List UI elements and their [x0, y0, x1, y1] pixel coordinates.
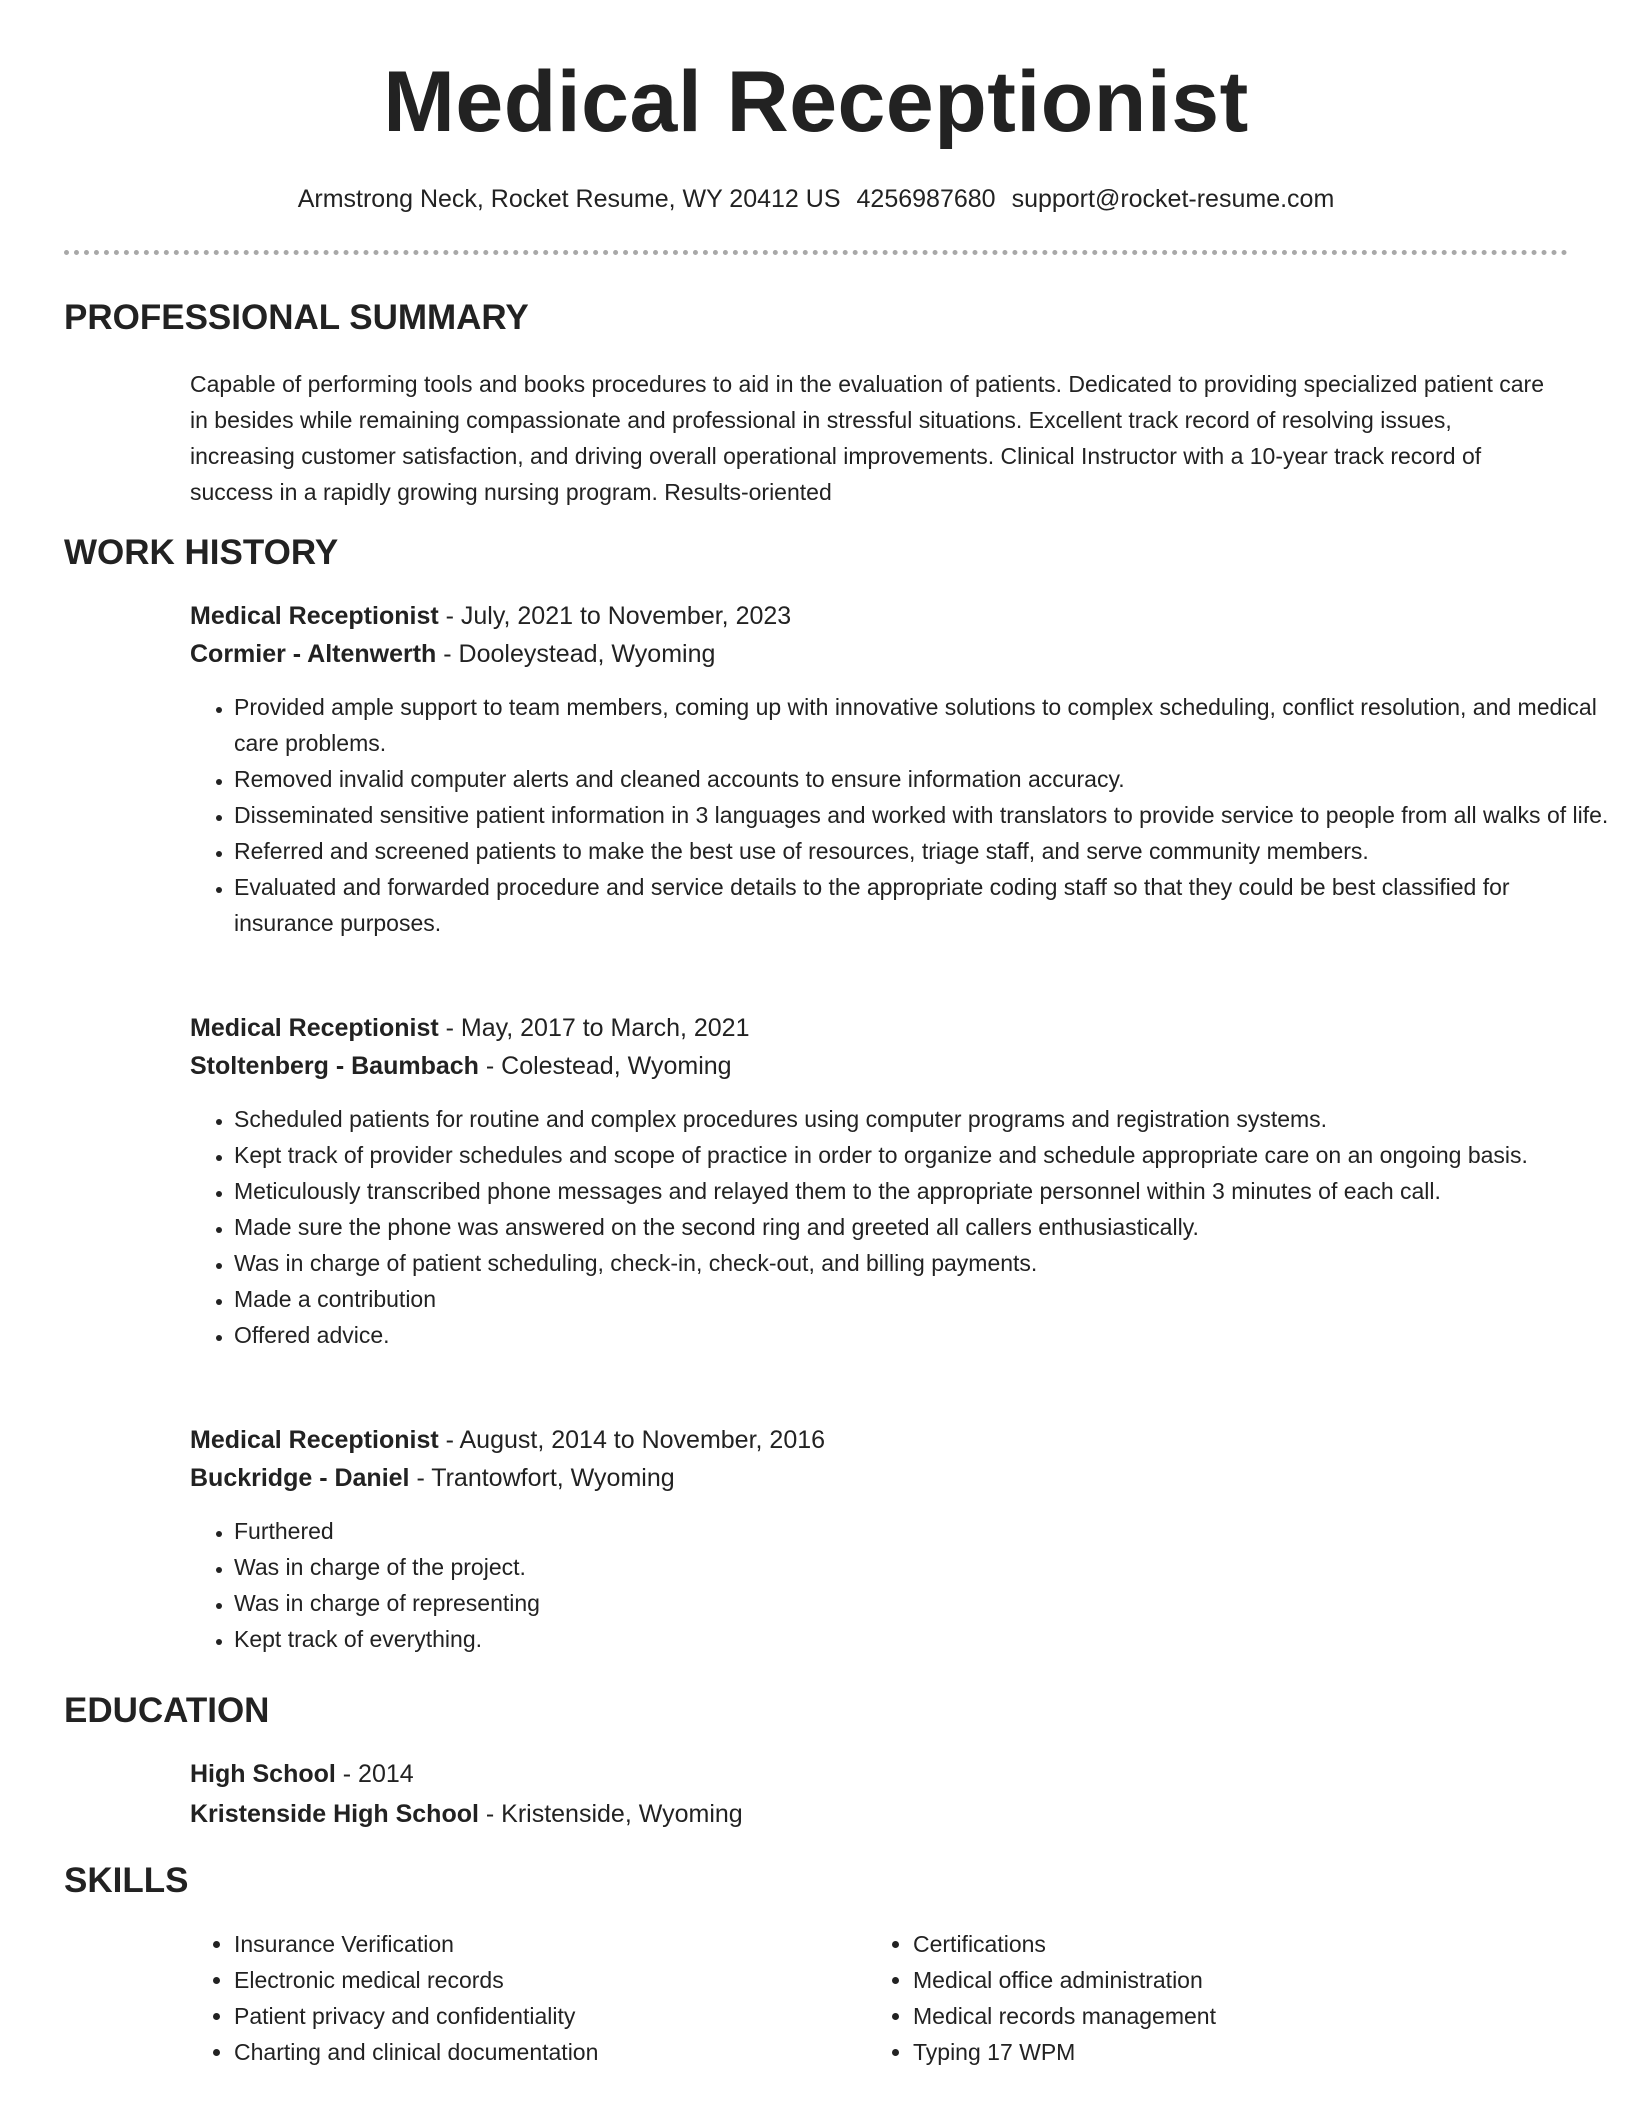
job-role: Medical Receptionist — [190, 602, 439, 630]
job-company: Buckridge - Daniel — [190, 1464, 410, 1492]
job-location: - Dooleystead, Wyoming — [436, 640, 716, 668]
contact-line — [0, 182, 1632, 216]
skills-list-left — [190, 1926, 834, 2070]
list-item: • Evaluated and forwarded procedure and service details to the appropriate coding staff so that they could be best classified for insurance purposes. — [234, 869, 1614, 941]
job-company: Stoltenberg - Baumbach — [190, 1052, 479, 1080]
summary-heading: PROFESSIONAL SUMMARY — [64, 298, 529, 337]
skills-list-right — [869, 1926, 1513, 2070]
header-divider — [64, 250, 1568, 255]
skill-item: • Charting and clinical documentation — [234, 2034, 834, 2070]
education-school: Kristenside High School — [190, 1800, 479, 1828]
list-item: • Furthered — [234, 1513, 1614, 1549]
work-history-heading: WORK HISTORY — [64, 533, 339, 572]
contact-email: support@rocket-resume.com — [1011, 185, 1335, 213]
skill-item: • Medical records management — [913, 1998, 1513, 2034]
list-item: • Made sure the phone was answered on the second ring and greeted all callers enthusiastically. — [234, 1209, 1614, 1245]
job-title-line — [190, 1009, 749, 1047]
list-item: • Made a contribution — [234, 1281, 1614, 1317]
job-title-line — [190, 1421, 825, 1459]
job-dates: - August, 2014 to November, 2016 — [438, 1426, 826, 1454]
list-item: • Offered advice. — [234, 1317, 1614, 1353]
list-item: • Meticulously transcribed phone messages and relayed them to the appropriate personnel within 3 minutes of each call. — [234, 1173, 1614, 1209]
education-location: - Kristenside, Wyoming — [478, 1800, 743, 1828]
list-item: • Was in charge of the project. — [234, 1549, 1614, 1585]
education-school-line — [190, 1795, 743, 1833]
contact-address: Armstrong Neck, Rocket Resume, WY 20412 US — [297, 185, 841, 213]
skill-item: • Typing 17 WPM — [913, 2034, 1513, 2070]
job-location: - Trantowfort, Wyoming — [409, 1464, 675, 1492]
education-year: - 2014 — [335, 1760, 414, 1788]
job-company: Cormier - Altenwerth — [190, 640, 437, 668]
skill-item: • Electronic medical records — [234, 1962, 834, 1998]
education-heading: EDUCATION — [64, 1691, 270, 1730]
job-role: Medical Receptionist — [190, 1014, 439, 1042]
list-item: • Referred and screened patients to make the best use of resources, triage staff, and serve community members. — [234, 833, 1614, 869]
skill-item: • Insurance Verification — [234, 1926, 834, 1962]
list-item: • Was in charge of representing — [234, 1585, 1614, 1621]
list-item: • Removed invalid computer alerts and cleaned accounts to ensure information accuracy. — [234, 761, 1614, 797]
education-degree-line — [190, 1755, 414, 1793]
job-duties-list — [190, 689, 1614, 941]
summary-text: Capable of performing tools and books procedures to aid in the evaluation of patients. Dedicated to providing specialized patient care in besides while remaining compassionate and professional in stressful situations. Excellent track record of resolving issues, increasing customer satisfaction, and driving overall operational improvements. Clinical Instructor with a 10-year track record of success in a rapidly growing nursing program. Results-oriented — [190, 371, 1545, 505]
job-duties-list — [190, 1513, 1614, 1657]
skill-item: • Medical office administration — [913, 1962, 1513, 1998]
list-item: • Kept track of provider schedules and scope of practice in order to organize and schedule appropriate care on an ongoing basis. — [234, 1137, 1614, 1173]
list-item: • Disseminated sensitive patient information in 3 languages and worked with translators to provide service to people from all walks of life. — [234, 797, 1614, 833]
job-company-line — [190, 1047, 732, 1085]
skill-item: • Patient privacy and confidentiality — [234, 1998, 834, 2034]
job-company-line — [190, 635, 715, 673]
job-dates: - July, 2021 to November, 2023 — [438, 602, 792, 630]
list-item: • Was in charge of patient scheduling, check-in, check-out, and billing payments. — [234, 1245, 1614, 1281]
job-location: - Colestead, Wyoming — [478, 1052, 732, 1080]
job-company-line — [190, 1459, 675, 1497]
list-item: • Kept track of everything. — [234, 1621, 1614, 1657]
candidate-name: Medical Receptionist — [383, 54, 1249, 150]
job-title-line — [190, 597, 791, 635]
job-duties-list — [190, 1101, 1614, 1353]
contact-phone: 4256987680 — [856, 185, 996, 213]
job-dates: - May, 2017 to March, 2021 — [438, 1014, 750, 1042]
skill-item: • Certifications — [913, 1926, 1513, 1962]
job-role: Medical Receptionist — [190, 1426, 439, 1454]
list-item: • Provided ample support to team members, coming up with innovative solutions to complex scheduling, conflict resolution, and medical care problems. — [234, 689, 1614, 761]
skills-heading: SKILLS — [64, 1861, 189, 1900]
list-item: • Scheduled patients for routine and complex procedures using computer programs and registration systems. — [234, 1101, 1614, 1137]
education-degree: High School — [190, 1760, 336, 1788]
